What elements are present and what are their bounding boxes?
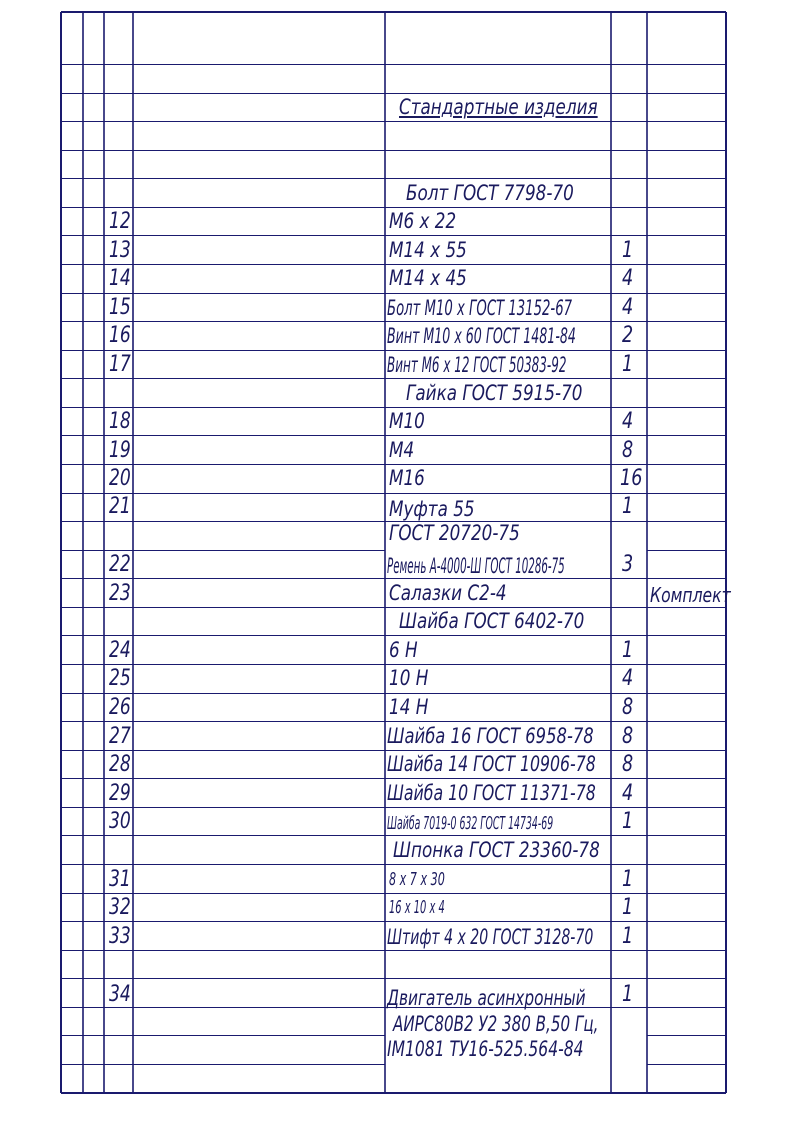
row-name: 6 Н [389,638,418,662]
row-pos: 24 [109,638,131,663]
row-note: Комплект [650,583,731,607]
row-qty: 1 [622,352,634,377]
row-pos: 23 [109,581,131,606]
row-name: Шайба 7019-0 632 ГОСТ 14734-69 [387,813,554,834]
row-pos: 29 [109,781,131,806]
row-pos: 34 [109,982,131,1007]
row-name-line2: АИРС80В2 У2 380 В,50 Гц, [393,1012,599,1036]
row-name: М10 [389,409,425,433]
row-name: Муфта 55 [389,497,475,521]
row-name: М4 [389,438,415,462]
row-name: М14 х 55 [389,238,467,262]
row-name: 16 х 10 х 4 [389,897,445,918]
row-qty: 4 [622,781,634,806]
row-qty: 1 [622,809,634,834]
row-name: Винт М6 х 12 ГОСТ 50383-92 [387,353,567,377]
row-name: М16 [389,466,425,490]
row-qty: 1 [622,895,634,920]
row-qty: 8 [622,752,634,777]
row-name: 10 Н [389,666,429,690]
section-nut: Гайка ГОСТ 5915-70 [406,381,583,405]
row-qty: 1 [622,924,634,949]
row-name: Шайба 14 ГОСТ 10906-78 [387,752,596,776]
section-bolt: Болт ГОСТ 7798-70 [406,181,574,205]
row-pos: 30 [109,809,131,834]
row-qty: 4 [622,666,634,691]
row-qty: 8 [622,695,634,720]
row-name: М6 х 22 [389,209,457,233]
row-pos: 27 [109,724,131,749]
row-name: 14 Н [389,695,429,719]
row-qty: 3 [622,552,634,577]
row-name: Шайба 16 ГОСТ 6958-78 [387,724,594,748]
section-standard-items: Стандартные изделия [399,95,598,119]
row-qty: 2 [622,323,634,348]
row-qty: 4 [622,266,634,291]
row-qty: 8 [622,438,634,463]
row-pos: 21 [109,494,131,519]
row-qty: 1 [622,867,634,892]
row-qty: 1 [622,238,634,263]
row-pos: 20 [109,466,131,491]
row-name: 8 х 7 х 30 [389,869,445,890]
row-pos: 32 [109,895,131,920]
row-name: Болт М10 х ГОСТ 13152-67 [387,296,573,320]
row-pos: 19 [109,438,131,463]
row-pos: 13 [109,238,131,263]
row-pos: 28 [109,752,131,777]
row-name: Ремень А-4000-Ш ГОСТ 10286-75 [387,554,565,578]
row-name: Штифт 4 х 20 ГОСТ 3128-70 [387,925,594,949]
row-pos: 12 [109,209,131,234]
row-pos: 18 [109,409,131,434]
row-pos: 17 [109,352,131,377]
row-name: Двигатель асинхронный [387,986,586,1010]
section-key: Шпонка ГОСТ 23360-78 [393,838,600,862]
row-name-line2: ГОСТ 20720-75 [389,521,520,545]
row-qty: 1 [622,494,634,519]
row-name: Винт М10 х 60 ГОСТ 1481-84 [387,324,576,348]
row-pos: 16 [109,323,131,348]
row-qty: 8 [622,724,634,749]
row-name: Шайба 10 ГОСТ 11371-78 [387,781,596,805]
row-name-line3: IM1081 ТУ16-525.564-84 [387,1037,584,1061]
row-qty: 16 [620,466,643,491]
row-pos: 33 [109,924,131,949]
section-washer: Шайба ГОСТ 6402-70 [399,609,585,633]
row-pos: 26 [109,695,131,720]
row-pos: 15 [109,295,131,320]
row-qty: 4 [622,295,634,320]
row-qty: 1 [622,982,634,1007]
row-pos: 22 [109,552,131,577]
row-pos: 25 [109,666,131,691]
row-qty: 1 [622,638,634,663]
row-qty: 4 [622,409,634,434]
row-pos: 14 [109,266,131,291]
row-name: Салазки С2-4 [389,581,507,605]
row-name: М14 х 45 [389,266,467,290]
row-pos: 31 [109,867,131,892]
